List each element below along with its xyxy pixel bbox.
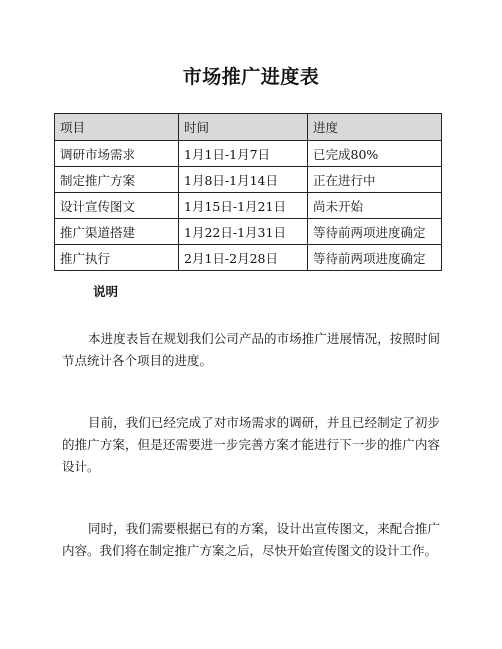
cell-item: 调研市场需求 <box>55 141 179 167</box>
cell-progress: 正在进行中 <box>308 167 442 193</box>
table-row <box>55 141 442 167</box>
notes-paragraph: 本进度表旨在规划我们公司产品的市场推广进展情况，按照时间节点统计各个项目的进度。 <box>62 331 440 368</box>
table-row <box>55 245 442 271</box>
cell-progress: 等待前两项进度确定 <box>308 245 442 271</box>
header-time: 时间 <box>179 114 308 141</box>
cell-time: 1月8日-1月14日 <box>179 167 308 193</box>
cell-item: 推广渠道搭建 <box>55 219 179 245</box>
notes-heading: 说明 <box>93 284 119 299</box>
cell-time: 2月1日-2月28日 <box>179 245 308 271</box>
cell-item: 设计宣传图文 <box>55 193 179 219</box>
cell-time: 1月1日-1月7日 <box>179 141 308 167</box>
header-progress: 进度 <box>308 114 442 141</box>
table-row <box>55 219 442 245</box>
cell-item: 推广执行 <box>55 245 179 271</box>
table-row <box>55 167 442 193</box>
cell-progress: 等待前两项进度确定 <box>308 219 442 245</box>
table-row <box>55 193 442 219</box>
notes-paragraph: 目前，我们已经完成了对市场需求的调研，并且已经制定了初步的推广方案，但是还需要进一步完善方案才能进行下一步的推广内容设计。 <box>62 415 440 474</box>
cell-progress: 尚未开始 <box>308 193 442 219</box>
cell-time: 1月22日-1月31日 <box>179 219 308 245</box>
cell-time: 1月15日-1月21日 <box>179 193 308 219</box>
cell-progress: 已完成80% <box>308 141 442 167</box>
header-item: 项目 <box>55 114 179 141</box>
progress-table <box>54 113 442 271</box>
cell-item: 制定推广方案 <box>55 167 179 193</box>
notes-paragraph: 同时，我们需要根据已有的方案，设计出宣传图文，来配合推广内容。我们将在制定推广方案之后，尽快开始宣传图文的设计工作。 <box>62 521 440 558</box>
document-title: 市场推广进度表 <box>182 66 320 88</box>
table-header-row <box>55 114 442 141</box>
